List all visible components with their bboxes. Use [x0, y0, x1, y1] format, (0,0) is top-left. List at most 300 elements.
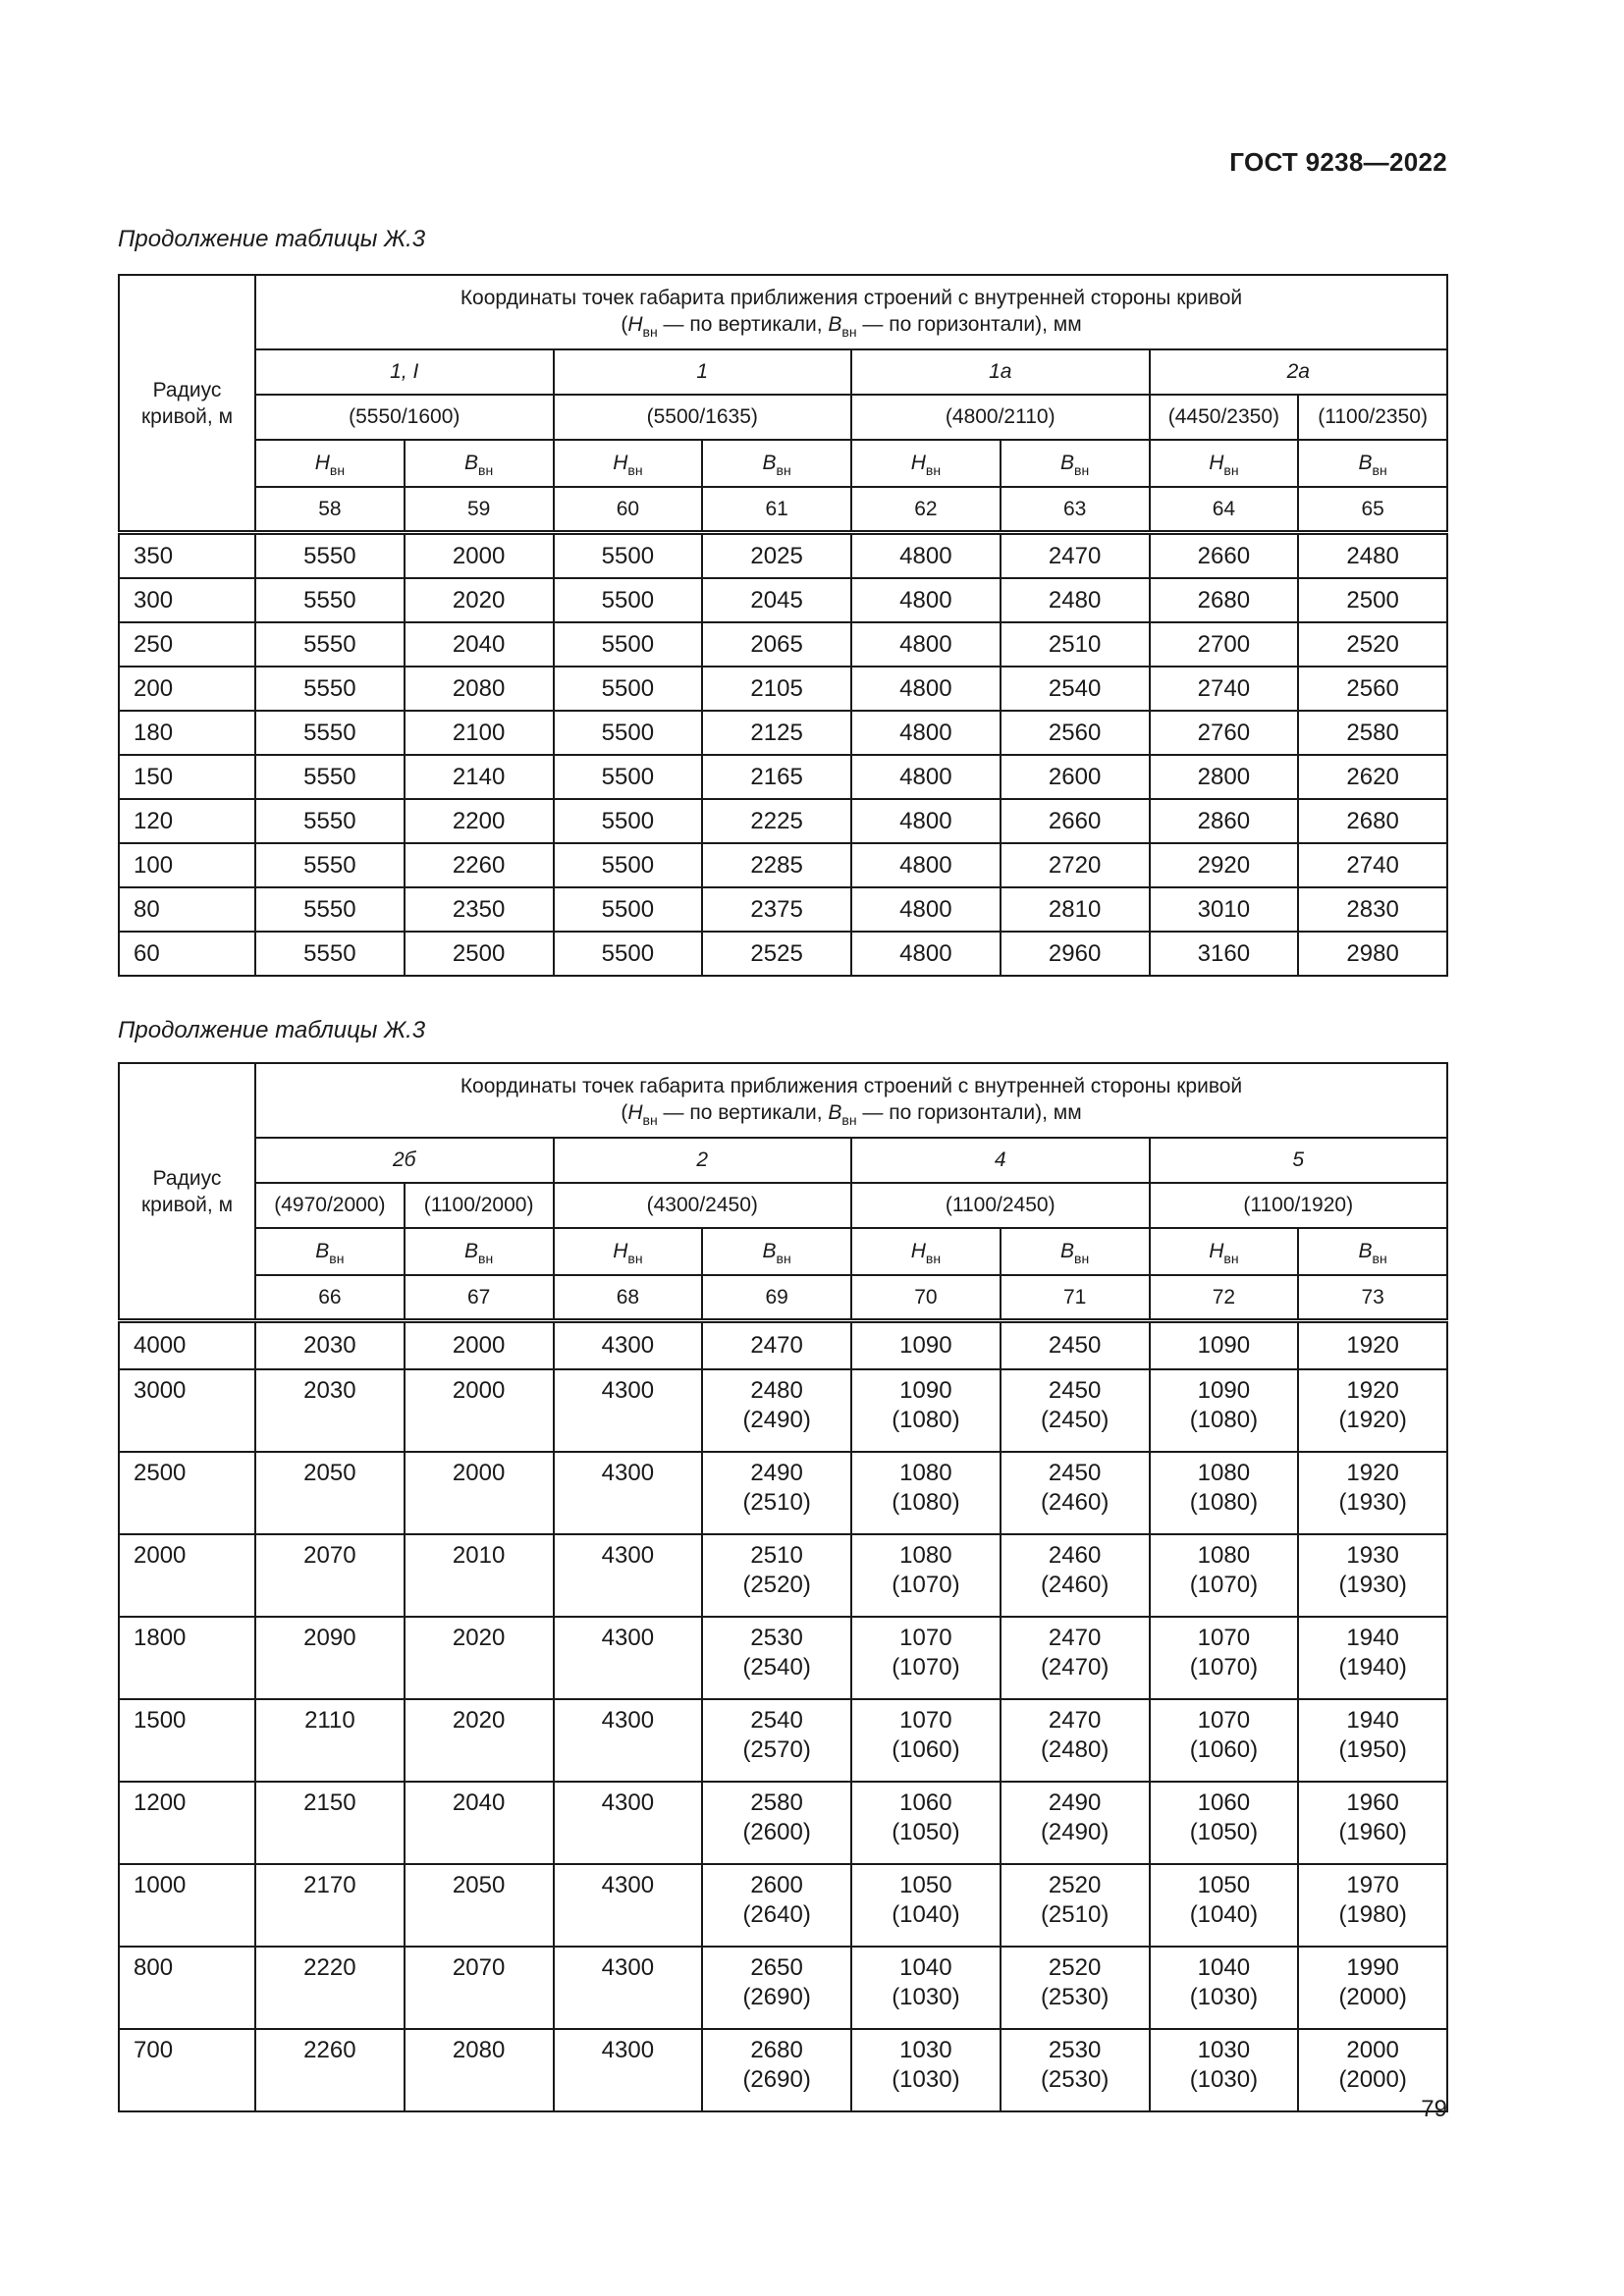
column-number: 59: [405, 487, 554, 533]
value-cell: [255, 1321, 405, 1370]
value-alt: (2640): [742, 1901, 811, 1928]
dimension-header: (5550/1600): [255, 395, 554, 440]
value-cell: [554, 799, 703, 843]
value-main: 2460: [1048, 1542, 1102, 1569]
value-cell: [1001, 755, 1150, 799]
value-cell: [702, 1452, 851, 1534]
value-cell: [1298, 1947, 1447, 2029]
value-main: 1070: [1197, 1625, 1251, 1651]
table-row: [119, 622, 1447, 667]
value-main: 5550: [303, 851, 356, 879]
value-cell: [702, 1864, 851, 1947]
coordinate-subscript: вн: [1372, 462, 1387, 478]
value-main: 2080: [452, 2037, 506, 2063]
radius-cell: 2500: [119, 1452, 255, 1534]
coordinate-letter: B: [464, 1240, 479, 1262]
value-alt: (2000): [1338, 1984, 1407, 2010]
value-main: 1070: [1197, 1707, 1251, 1734]
value-main: 4300: [601, 1872, 655, 1898]
value-main: 1080: [1197, 1460, 1251, 1486]
value-cell: [851, 622, 1001, 667]
value-alt: (1030): [1189, 1984, 1259, 2010]
value-main: 1030: [1197, 2037, 1251, 2063]
coordinate-letter: B: [1358, 1240, 1373, 1262]
value-cell: [1001, 1782, 1150, 1864]
coordinates-group-header: Координаты точек габарита приближения строений с внутренней стороны кривой ($H_{вн}$ — по вертикали, $B_{вн}$ — по горизонтали), мм: [255, 1063, 1447, 1138]
table-header: [119, 275, 1447, 533]
coordinate-letter: B: [1060, 1240, 1075, 1262]
value-main: 4800: [899, 895, 952, 923]
value-alt: (1030): [1189, 2066, 1259, 2093]
value-cell: [405, 533, 554, 579]
value-cell: [1001, 1864, 1150, 1947]
value-main: 1960: [1346, 1789, 1399, 1816]
value-main: 1080: [899, 1542, 952, 1569]
radius-cell: 300: [119, 578, 255, 622]
value-main: 2470: [1048, 1707, 1102, 1734]
route-header: 2а: [1150, 349, 1448, 395]
value-main: 2680: [750, 2037, 803, 2063]
value-alt: (1080): [1189, 1407, 1259, 1433]
value-main: 5550: [303, 807, 356, 834]
value-cell: [405, 1452, 554, 1534]
value-alt: (2600): [742, 1819, 811, 1845]
value-cell: [702, 711, 851, 755]
route-header: 1: [554, 349, 852, 395]
radius-header: Радиус кривой, м: [119, 275, 255, 533]
value-main: 2000: [452, 1377, 506, 1404]
value-main: 2500: [1346, 586, 1399, 614]
value-main: 1970: [1346, 1872, 1399, 1898]
value-alt: (1980): [1338, 1901, 1407, 1928]
table-row: [119, 1369, 1447, 1452]
value-cell: [554, 887, 703, 932]
value-main: 2170: [303, 1872, 356, 1898]
value-alt: (1080): [1189, 1489, 1259, 1516]
value-cell: [1150, 843, 1299, 887]
value-main: 1940: [1346, 1625, 1399, 1651]
radius-cell: 1800: [119, 1617, 255, 1699]
value-main: 4300: [601, 1377, 655, 1404]
value-main: 4800: [899, 851, 952, 879]
radius-cell: 80: [119, 887, 255, 932]
value-alt: (2450): [1040, 1407, 1110, 1433]
value-main: 1030: [899, 2037, 952, 2063]
value-main: 2045: [750, 586, 803, 614]
value-main: 4300: [601, 1954, 655, 1981]
value-main: 5500: [601, 895, 655, 923]
value-alt: (2690): [742, 1984, 811, 2010]
value-main: 1990: [1346, 1954, 1399, 1981]
coordinate-subscript: вн: [1372, 1251, 1387, 1266]
table-row: [119, 932, 1447, 976]
value-main: 5550: [303, 719, 356, 746]
value-main: 2700: [1197, 630, 1251, 658]
header-row-routes: [119, 349, 1447, 395]
value-cell: [1001, 932, 1150, 976]
value-main: 2920: [1197, 851, 1251, 879]
value-cell: [1001, 578, 1150, 622]
value-main: 5500: [601, 630, 655, 658]
coordinate-subscript: вн: [329, 1251, 345, 1266]
value-alt: (2520): [742, 1572, 811, 1598]
value-alt: (2490): [1040, 1819, 1110, 1845]
value-cell: [851, 711, 1001, 755]
table-row: [119, 799, 1447, 843]
radius-cell: 60: [119, 932, 255, 976]
value-cell: [1150, 2029, 1299, 2111]
value-main: 2650: [750, 1954, 803, 1981]
value-alt: (1070): [892, 1654, 960, 1681]
radius-cell: 180: [119, 711, 255, 755]
value-cell: [1001, 1452, 1150, 1534]
value-cell: [554, 1452, 703, 1534]
value-main: 1040: [1197, 1954, 1251, 1981]
value-main: 2530: [750, 1625, 803, 1651]
value-main: 1050: [1197, 1872, 1251, 1898]
value-main: 2350: [452, 895, 506, 923]
coordinate-letter: H: [910, 452, 926, 474]
value-main: 5500: [601, 542, 655, 569]
column-number: 58: [255, 487, 405, 533]
value-cell: [255, 1617, 405, 1699]
radius-cell: 150: [119, 755, 255, 799]
value-alt: (2460): [1040, 1489, 1110, 1516]
coordinate-letter: B: [762, 452, 777, 474]
header-row-column-numbers: [119, 1275, 1447, 1321]
value-cell: [1150, 622, 1299, 667]
value-main: 2490: [1048, 1789, 1102, 1816]
coordinate-letter: H: [1209, 1240, 1224, 1262]
radius-cell: 700: [119, 2029, 255, 2111]
value-cell: [405, 887, 554, 932]
value-cell: [851, 755, 1001, 799]
value-main: 2525: [750, 939, 803, 967]
coordinate-letter: H: [910, 1240, 926, 1262]
value-cell: [1150, 1782, 1299, 1864]
value-cell: [702, 1617, 851, 1699]
table-row: [119, 1534, 1447, 1617]
value-cell: [405, 2029, 554, 2111]
value-main: 2480: [750, 1377, 803, 1404]
value-main: 5550: [303, 674, 356, 702]
dimension-header: (1100/2450): [851, 1183, 1150, 1228]
column-number: 68: [554, 1275, 703, 1321]
column-number: 73: [1298, 1275, 1447, 1321]
radius-cell: 350: [119, 533, 255, 579]
coordinate-letter: H: [314, 452, 330, 474]
value-cell: [1001, 887, 1150, 932]
value-alt: (1960): [1338, 1819, 1407, 1845]
value-main: 5550: [303, 939, 356, 967]
value-cell: [255, 932, 405, 976]
value-cell: [851, 799, 1001, 843]
value-cell: [702, 2029, 851, 2111]
radius-cell: 1500: [119, 1699, 255, 1782]
value-cell: [405, 1864, 554, 1947]
route-header: 1, I: [255, 349, 554, 395]
value-main: 2680: [1346, 807, 1399, 834]
table-row: [119, 1864, 1447, 1947]
coordinate-header: [851, 1228, 1001, 1275]
column-number: 64: [1150, 487, 1299, 533]
route-header: 2: [554, 1138, 852, 1183]
value-main: 2030: [303, 1332, 356, 1359]
coordinate-letter: H: [613, 1240, 628, 1262]
value-alt: (2470): [1040, 1654, 1110, 1681]
value-cell: [1298, 887, 1447, 932]
value-cell: [554, 1321, 703, 1370]
coordinate-header: [1298, 440, 1447, 487]
value-main: 2105: [750, 674, 803, 702]
value-cell: [851, 1864, 1001, 1947]
value-cell: [851, 667, 1001, 711]
value-main: 4300: [601, 1542, 655, 1569]
value-main: 2110: [304, 1707, 355, 1734]
value-cell: [554, 755, 703, 799]
value-alt: (1920): [1338, 1407, 1407, 1433]
coordinate-letter: B: [1060, 452, 1075, 474]
value-main: 2200: [452, 807, 506, 834]
value-main: 1090: [1197, 1332, 1251, 1359]
value-cell: [851, 2029, 1001, 2111]
value-main: 1090: [899, 1377, 952, 1404]
coordinate-letter: H: [613, 452, 628, 474]
value-cell: [255, 1782, 405, 1864]
value-cell: [405, 843, 554, 887]
value-main: 2000: [1346, 2037, 1399, 2063]
header-row-dimensions: [119, 1183, 1447, 1228]
value-cell: [554, 578, 703, 622]
coordinate-letter: H: [1209, 452, 1224, 474]
value-cell: [702, 533, 851, 579]
value-cell: [405, 799, 554, 843]
value-alt: (2460): [1040, 1572, 1110, 1598]
radius-cell: 250: [119, 622, 255, 667]
value-main: 1920: [1346, 1377, 1399, 1404]
value-main: 4800: [899, 719, 952, 746]
coordinate-header: [255, 440, 405, 487]
value-cell: [1150, 533, 1299, 579]
value-main: 2065: [750, 630, 803, 658]
value-main: 2050: [452, 1872, 506, 1898]
route-header: 5: [1150, 1138, 1448, 1183]
value-main: 1070: [899, 1625, 952, 1651]
value-cell: [1001, 1617, 1150, 1699]
column-number: 65: [1298, 487, 1447, 533]
value-main: 2260: [452, 851, 506, 879]
value-main: 2470: [1048, 542, 1102, 569]
value-cell: [1001, 622, 1150, 667]
value-main: 2800: [1197, 763, 1251, 790]
table-caption-1: Продолжение таблицы Ж.3: [118, 226, 426, 252]
table-row: [119, 1782, 1447, 1864]
coordinate-subscript: вн: [925, 1251, 942, 1266]
value-alt: (1070): [1189, 1654, 1259, 1681]
value-cell: [702, 932, 851, 976]
value-alt: (1050): [892, 1819, 960, 1845]
value-main: 2680: [1197, 586, 1251, 614]
value-cell: [554, 622, 703, 667]
coordinate-header: [702, 1228, 851, 1275]
value-main: 2980: [1346, 939, 1399, 967]
coordinate-header: [554, 440, 703, 487]
value-main: 2540: [750, 1707, 803, 1734]
value-main: 4300: [601, 2037, 655, 2063]
header-row-group: [119, 275, 1447, 349]
value-cell: [1150, 578, 1299, 622]
value-cell: [851, 887, 1001, 932]
value-cell: [1298, 578, 1447, 622]
value-cell: [851, 1699, 1001, 1782]
value-main: 4300: [601, 1460, 655, 1486]
value-cell: [1298, 1699, 1447, 1782]
value-main: 2450: [1048, 1377, 1102, 1404]
value-main: 2760: [1197, 719, 1251, 746]
value-cell: [1001, 2029, 1150, 2111]
value-main: 2080: [452, 674, 506, 702]
value-main: 5500: [601, 939, 655, 967]
value-main: 3160: [1197, 939, 1251, 967]
value-main: 4800: [899, 763, 952, 790]
table-row: [119, 711, 1447, 755]
value-main: 2375: [750, 895, 803, 923]
value-main: 2020: [452, 1625, 506, 1651]
coordinate-letter: B: [762, 1240, 777, 1262]
dimension-header: (1100/1920): [1150, 1183, 1448, 1228]
value-cell: [702, 1534, 851, 1617]
value-cell: [1001, 799, 1150, 843]
value-main: 1080: [1197, 1542, 1251, 1569]
value-main: 1060: [1197, 1789, 1251, 1816]
coordinate-header: [255, 1228, 405, 1275]
value-cell: [405, 1534, 554, 1617]
table-row: [119, 755, 1447, 799]
value-alt: (2570): [742, 1736, 811, 1763]
value-alt: (1930): [1338, 1572, 1407, 1598]
header-row-routes: [119, 1138, 1447, 1183]
value-main: 5500: [601, 851, 655, 879]
value-main: 2470: [750, 1332, 803, 1359]
value-main: 2070: [452, 1954, 506, 1981]
value-main: 4800: [899, 939, 952, 967]
value-cell: [1150, 1321, 1299, 1370]
header-row-dimensions: [119, 395, 1447, 440]
radius-header: Радиус кривой, м: [119, 1063, 255, 1321]
value-main: 2580: [750, 1789, 803, 1816]
value-main: 5500: [601, 674, 655, 702]
value-cell: [405, 755, 554, 799]
coordinate-subscript: вн: [1074, 462, 1090, 478]
value-cell: [702, 755, 851, 799]
value-cell: [554, 1782, 703, 1864]
value-alt: (2530): [1040, 2066, 1110, 2093]
coordinate-subscript: вн: [627, 462, 643, 478]
value-main: 2010: [452, 1542, 506, 1569]
value-main: 2450: [1048, 1460, 1102, 1486]
value-main: 5550: [303, 763, 356, 790]
value-alt: (1070): [1189, 1572, 1259, 1598]
radius-cell: 100: [119, 843, 255, 887]
value-main: 2000: [452, 1460, 506, 1486]
value-alt: (2510): [742, 1489, 811, 1516]
value-cell: [255, 1369, 405, 1452]
value-main: 1930: [1346, 1542, 1399, 1569]
table-body: [119, 533, 1447, 977]
value-main: 4300: [601, 1707, 655, 1734]
value-cell: [1150, 711, 1299, 755]
value-cell: [1150, 1369, 1299, 1452]
value-alt: (1040): [1189, 1901, 1259, 1928]
value-alt: (2000): [1338, 2066, 1407, 2093]
value-main: 2530: [1048, 2037, 1102, 2063]
value-alt: (2490): [742, 1407, 811, 1433]
value-cell: [1298, 1369, 1447, 1452]
table-row: [119, 1947, 1447, 2029]
table-row: [119, 843, 1447, 887]
coordinate-subscript: вн: [776, 1251, 791, 1266]
value-cell: [554, 1369, 703, 1452]
value-cell: [554, 533, 703, 579]
value-alt: (2540): [742, 1654, 811, 1681]
value-main: 2830: [1346, 895, 1399, 923]
value-main: 4300: [601, 1332, 655, 1359]
value-main: 1050: [899, 1872, 952, 1898]
value-main: 1080: [899, 1460, 952, 1486]
route-header: 4: [851, 1138, 1150, 1183]
coordinate-subscript: вн: [1223, 1251, 1239, 1266]
value-cell: [405, 1321, 554, 1370]
value-alt: (1030): [892, 1984, 960, 2010]
value-cell: [255, 1699, 405, 1782]
value-main: 2860: [1197, 807, 1251, 834]
value-main: 5500: [601, 719, 655, 746]
value-cell: [554, 711, 703, 755]
value-cell: [1150, 1534, 1299, 1617]
table-row: [119, 533, 1447, 579]
value-main: 2600: [750, 1872, 803, 1898]
value-cell: [1001, 667, 1150, 711]
value-main: 1090: [1197, 1377, 1251, 1404]
value-main: 2620: [1346, 763, 1399, 790]
value-main: 5550: [303, 630, 356, 658]
radius-cell: 120: [119, 799, 255, 843]
value-cell: [255, 887, 405, 932]
value-main: 2125: [750, 719, 803, 746]
value-main: 2070: [303, 1542, 356, 1569]
value-cell: [554, 1864, 703, 1947]
value-cell: [554, 1617, 703, 1699]
value-cell: [702, 578, 851, 622]
value-alt: (2690): [742, 2066, 811, 2093]
value-cell: [255, 533, 405, 579]
value-alt: (1060): [1189, 1736, 1259, 1763]
coordinate-header: [1150, 1228, 1299, 1275]
value-main: 1940: [1346, 1707, 1399, 1734]
value-cell: [554, 1699, 703, 1782]
column-number: 67: [405, 1275, 554, 1321]
value-main: 4800: [899, 674, 952, 702]
value-main: 1060: [899, 1789, 952, 1816]
value-cell: [255, 1534, 405, 1617]
value-cell: [702, 622, 851, 667]
value-cell: [1298, 622, 1447, 667]
value-alt: (1080): [892, 1489, 960, 1516]
value-cell: [1298, 1617, 1447, 1699]
value-cell: [851, 1947, 1001, 2029]
value-main: 2020: [452, 586, 506, 614]
value-cell: [1150, 1617, 1299, 1699]
